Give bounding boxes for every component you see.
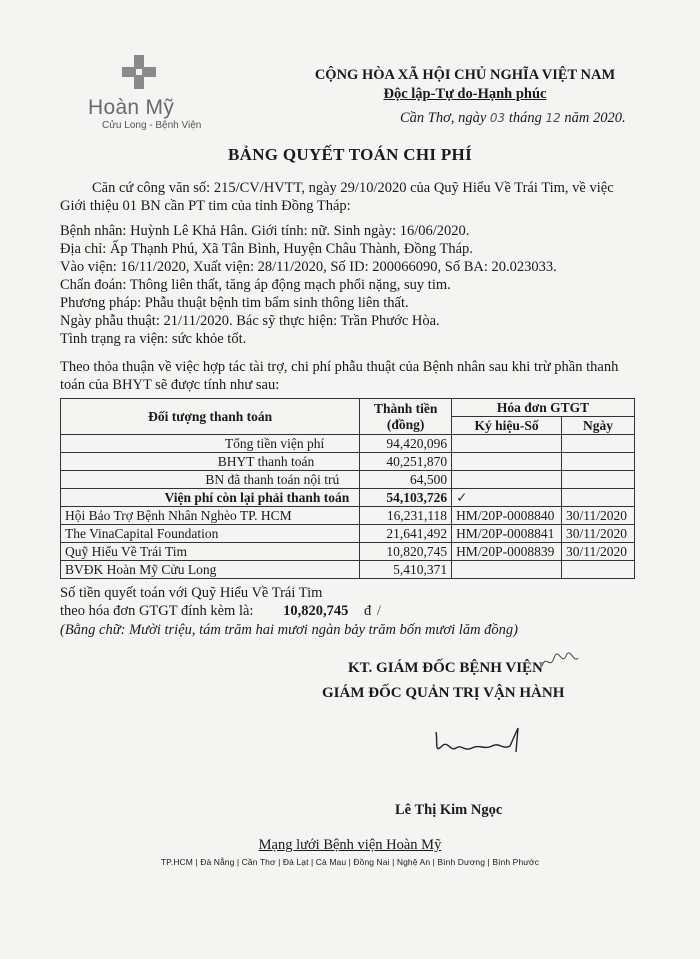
empty-cell	[452, 471, 562, 489]
table-row	[61, 543, 635, 561]
agreement-line-2: toán của BHYT sẽ được tính như sau:	[60, 377, 280, 393]
header-date: Ngày	[562, 417, 635, 435]
settlement-in-words: (Bằng chữ: Mười triệu, tám trăm hai mươi ngàn bảy trăm bốn mươi lăm đồng)	[60, 622, 518, 638]
signer-name: Lê Thị Kim Ngọc	[395, 802, 503, 818]
header-serial: Ký hiệu-Số	[452, 417, 562, 435]
summary-label: BN đã thanh toán nội trú	[61, 471, 360, 489]
payer-serial: HM/20P-0008839	[452, 543, 562, 561]
date-month-label: tháng	[508, 110, 542, 126]
header-amount-unit: (đồng)	[386, 416, 425, 432]
payer-name: Quỹ Hiểu Về Trái Tim	[61, 543, 360, 561]
empty-cell	[562, 435, 635, 453]
empty-cell	[452, 453, 562, 471]
settlement-amount: 10,820,745	[283, 603, 349, 619]
signature-title-2: GIÁM ĐỐC QUẢN TRỊ VẬN HÀNH	[322, 685, 565, 701]
header-amount-label: Thành tiền	[373, 400, 438, 416]
patient-line-1: Bệnh nhân: Huỳnh Lê Khả Hân. Giới tính: nữ. Sinh ngày: 16/06/2020.	[60, 223, 470, 239]
payer-name: Hội Bảo Trợ Bệnh Nhân Nghèo TP. HCM	[61, 507, 360, 525]
payer-amount: 21,641,492	[360, 525, 452, 543]
table-header-row	[61, 399, 635, 417]
country-heading: CỘNG HÒA XÃ HỘI CHỦ NGHĨA VIỆT NAM	[314, 67, 616, 83]
empty-cell	[562, 489, 635, 507]
table-row	[61, 453, 635, 471]
summary-amount: 40,251,870	[360, 453, 452, 471]
table-row	[61, 561, 635, 579]
payer-serial: HM/20P-0008840	[452, 507, 562, 525]
payer-serial	[452, 561, 562, 579]
remaining-amount: 54,103,726	[360, 489, 452, 507]
patient-line-5: Phương pháp: Phẫu thuật bệnh tim bẩm sinh thông liên thất.	[60, 295, 409, 311]
table-row	[61, 507, 635, 525]
table-row	[61, 435, 635, 453]
patient-line-6: Ngày phẫu thuật: 21/11/2020. Bác sỹ thực hiện: Trần Phước Hòa.	[60, 313, 440, 329]
date-prefix: Cần Thơ, ngày	[400, 110, 487, 126]
empty-cell	[562, 471, 635, 489]
remaining-row	[61, 489, 635, 507]
header-invoice: Hóa đơn GTGT	[452, 399, 635, 417]
patient-line-7: Tình trạng ra viện: sức khỏe tốt.	[60, 331, 247, 347]
settlement-mark: /	[376, 603, 381, 619]
patient-line-4: Chẩn đoán: Thông liên thất, tăng áp động mạch phổi nặng, suy tim.	[60, 277, 451, 293]
initials-mark-icon	[540, 652, 580, 672]
footer-locations: TP.HCM | Đà Nẵng | Cần Thơ | Đà Lạt | Cà Mau | Đồng Nai | Nghệ An | Bình Dương | Bình Phước	[160, 857, 540, 867]
payment-table	[60, 398, 635, 579]
payer-amount: 16,231,118	[360, 507, 452, 525]
document-title: BẢNG QUYẾT TOÁN CHI PHÍ	[227, 145, 472, 164]
hospital-logo	[88, 55, 228, 131]
date-day: 03	[489, 111, 506, 125]
signature-title-1: KT. GIÁM ĐỐC BỆNH VIỆN	[348, 660, 543, 676]
footer-network: Mạng lưới Bệnh viện Hoàn Mỹ	[258, 837, 442, 853]
payer-date: 30/11/2020	[562, 543, 635, 561]
check-mark: ✓	[452, 489, 562, 507]
payer-amount: 5,410,371	[360, 561, 452, 579]
medical-cross-icon	[122, 55, 156, 89]
settlement-label: theo hóa đơn GTGT đính kèm là:	[60, 603, 254, 619]
table-row	[61, 525, 635, 543]
payer-amount: 10,820,745	[360, 543, 452, 561]
document-date	[400, 110, 626, 127]
agreement-line-1: Theo thỏa thuận về việc hợp tác tài trợ, chi phí phẫu thuật của Bệnh nhân sau khi trừ phần thanh	[60, 359, 619, 375]
summary-amount: 64,500	[360, 471, 452, 489]
table-row	[61, 471, 635, 489]
header-amount	[360, 399, 452, 435]
settlement-line-1: Số tiền quyết toán với Quỹ Hiểu Về Trái Tim	[60, 585, 323, 601]
payer-date: 30/11/2020	[562, 525, 635, 543]
patient-line-2: Địa chỉ: Ấp Thạnh Phú, Xã Tân Bình, Huyện Châu Thành, Đồng Tháp.	[60, 241, 473, 257]
settlement-line-2	[60, 603, 381, 620]
empty-cell	[452, 435, 562, 453]
logo-subtitle: Cửu Long - Bệnh Viện	[102, 120, 202, 131]
payer-serial: HM/20P-0008841	[452, 525, 562, 543]
handwritten-signature	[428, 722, 538, 762]
payer-date	[562, 561, 635, 579]
header-object: Đối tượng thanh toán	[61, 399, 360, 435]
summary-label: Tổng tiền viện phí	[61, 435, 360, 453]
settlement-currency: đ	[363, 603, 372, 619]
logo-name: Hoàn Mỹ	[88, 96, 175, 119]
summary-label: BHYT thanh toán	[61, 453, 360, 471]
intro-line-1: Căn cứ công văn số: 215/CV/HVTT, ngày 29/10/2020 của Quỹ Hiểu Về Trái Tim, về việc	[92, 180, 614, 196]
remaining-label: Viện phí còn lại phải thanh toán	[61, 489, 360, 507]
intro-line-2: Giới thiệu 01 BN cần PT tim của tỉnh Đồng Tháp:	[60, 198, 351, 214]
summary-amount: 94,420,096	[360, 435, 452, 453]
payer-name: The VinaCapital Foundation	[61, 525, 360, 543]
payer-date: 30/11/2020	[562, 507, 635, 525]
motto-heading: Độc lập-Tự do-Hạnh phúc	[383, 86, 547, 102]
payer-name: BVĐK Hoàn Mỹ Cửu Long	[61, 561, 360, 579]
date-month: 12	[545, 111, 561, 125]
patient-line-3: Vào viện: 16/11/2020, Xuất viện: 28/11/2020, Số ID: 200066090, Số BA: 20.023033.	[60, 259, 557, 275]
empty-cell	[562, 453, 635, 471]
date-year: năm 2020.	[564, 110, 626, 126]
